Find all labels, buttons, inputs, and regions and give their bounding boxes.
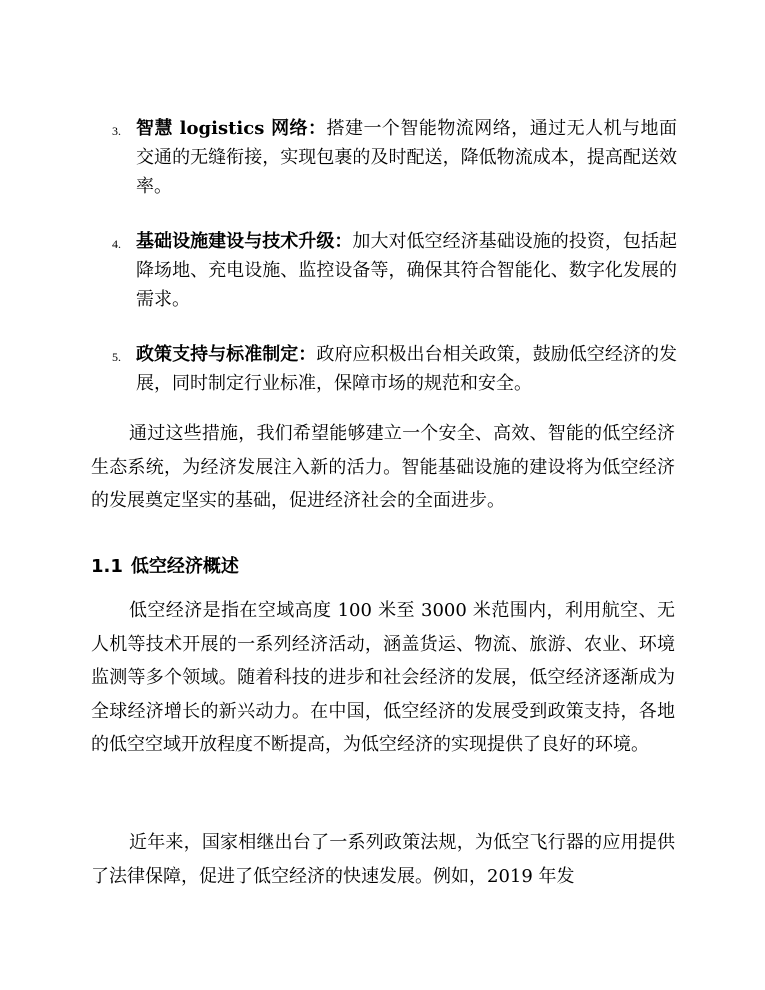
list-item-text: 政府应积极出台相关政策，鼓励低空经济的发展，同时制定行业标准，保障市场的规范和安全。 xyxy=(136,344,677,394)
list-item-content xyxy=(136,340,677,398)
list-item-text: 加大对低空经济基础设施的投资，包括起降场地、充电设施、监控设备等，确保其符合智能化、数字化发展的需求。 xyxy=(136,231,678,310)
list-item-term: 政策支持与标准制定： xyxy=(136,344,317,365)
list-item-number: 3. xyxy=(112,124,121,138)
list-item-number: 4. xyxy=(112,237,121,251)
list-item xyxy=(112,114,677,201)
list-item-content xyxy=(136,114,677,201)
section-title: 低空经济概述 xyxy=(130,556,239,577)
list-item xyxy=(112,340,677,398)
summary-paragraph: 通过这些措施，我们希望能够建立一个安全、高效、智能的低空经济生态系统，为经济发展注入新的活力。智能基础设施的建设将为低空经济的发展奠定坚实的基础，促进经济社会的全面进步。 xyxy=(91,423,675,511)
list-item-term: 智慧 logistics 网络： xyxy=(136,118,327,139)
list-item-text: 搭建一个智能物流网络，通过无人机与地面交通的无缝衔接，实现包裹的及时配送，降低物流成本，提高配送效率。 xyxy=(136,118,678,197)
list-item-number: 5. xyxy=(112,350,121,364)
section-heading xyxy=(91,552,239,578)
body-paragraph: 低空经济是指在空域高度 100 米至 3000 米范围内，利用航空、无人机等技术开展的一系列经济活动，涵盖货运、物流、旅游、农业、环境监测等多个领域。随着科技的进步和社会经济的发展，低空经济逐渐成为全球经济增长的新兴动力。在中国，低空经济的发展受到政策支持，各地的低空空域开放程度不断提高，为低空经济的实现提供了良好的环境。 xyxy=(91,600,675,755)
list-item-content xyxy=(136,227,677,314)
list-item xyxy=(112,227,677,314)
list-item-term: 基础设施建设与技术升级： xyxy=(136,231,353,252)
section-number: 1.1 xyxy=(91,556,123,577)
body-paragraph: 近年来，国家相继出台了一系列政策法规，为低空飞行器的应用提供了法律保障，促进了低空经济的快速发展。例如，2019 年发 xyxy=(91,832,675,887)
